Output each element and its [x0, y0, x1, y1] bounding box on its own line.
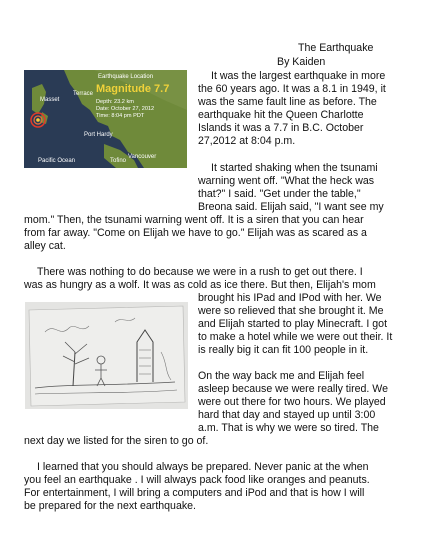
map-place-tofino: Tofino — [110, 158, 127, 164]
para4-line: next day we listed for the siren to go of. — [24, 435, 209, 447]
para4-line: On the way back me and Elijah feel — [198, 370, 365, 382]
para4-line: were out there for two hours. We played — [198, 396, 386, 408]
earthquake-map-image — [24, 70, 187, 168]
para4-line: hard that day and stayed up until 3:00 — [198, 409, 376, 421]
map-location-label: Earthquake Location — [98, 74, 154, 80]
map-place-terrace: Terrace — [73, 91, 94, 97]
para4-line: a.m. That is why we were so tired. The — [198, 422, 379, 434]
para1-line: 27,2012 at 8:04 p.m. — [198, 135, 296, 147]
para2-line: warning went off. "What the heck was — [198, 175, 375, 187]
epicenter-marker — [36, 118, 40, 122]
map-place-pacific-ocean: Pacific Ocean — [38, 158, 76, 164]
para1-line: Islands it was a 7.7 in B.C. October — [198, 122, 364, 134]
para3-line: to make a hotel while we were out their. It — [198, 331, 393, 343]
para5-line: For entertainment, I will bring a computers and iPod and that is how I will — [24, 487, 365, 499]
para2-line: from far away. "Come on Elijah we have to go." Elijah was as scared as a — [24, 227, 367, 239]
para3-line: There was nothing to do because we were in a rush to get out there. I — [37, 266, 363, 278]
para2-line: that?" I said. "Get under the table," — [198, 188, 361, 200]
para2-line: It started shaking when the tsunami — [211, 162, 378, 174]
para1-line: It was the largest earthquake in more — [211, 70, 386, 82]
map-date: Date: October 27, 2012 — [96, 106, 155, 112]
para2-line: Breona said. Elijah said, "I want see my — [198, 201, 384, 213]
map-time: Time: 8:04 pm PDT — [96, 113, 145, 119]
map-magnitude: Magnitude 7.7 — [96, 83, 170, 95]
para5-line: I learned that you should always be prepared. Never panic at the when — [37, 461, 369, 473]
para1-line: the 60 years ago. It was a 8.1 in 1949, it — [198, 83, 386, 95]
para1-line: was the same fault line as before. The — [198, 96, 377, 108]
para2-line: alley cat. — [24, 240, 66, 252]
para5-line: be prepared for the next earthquake. — [24, 500, 196, 512]
drawing-graphic — [25, 302, 188, 409]
para3-line: brought his IPad and IPod with her. We — [198, 292, 382, 304]
para3-line: was as hungry as a wolf. It was as cold as ice there. But then, Elijah's mom — [24, 279, 376, 291]
para2-line: mom." Then, the tsunami warning went off. It is a siren that you can hear — [24, 214, 364, 226]
para5-line: you feel an earthquake . I will always pack food like oranges and peanuts. — [24, 474, 370, 486]
document-byline: By Kaiden — [277, 56, 326, 68]
para3-line: and Elijah started to play Minecraft. I got — [198, 318, 388, 330]
para1-line: earthquake hit the Queen Charlotte — [198, 109, 364, 121]
hand-drawing-image — [25, 302, 188, 409]
para3-line: is really big it can fit 100 people in it. — [198, 344, 369, 356]
map-info — [96, 99, 154, 120]
map-depth: Depth: 23.2 km — [96, 99, 134, 105]
map-place-masset: Masset — [40, 97, 60, 103]
document-title: The Earthquake — [298, 42, 374, 54]
map-place-port-hardy: Port Hardy — [84, 132, 113, 138]
para4-line: asleep because we were really tired. We — [198, 383, 388, 395]
map-place-vancouver: Vancouver — [128, 154, 157, 160]
para3-line: were so relieved that she brought it. Me — [198, 305, 384, 317]
